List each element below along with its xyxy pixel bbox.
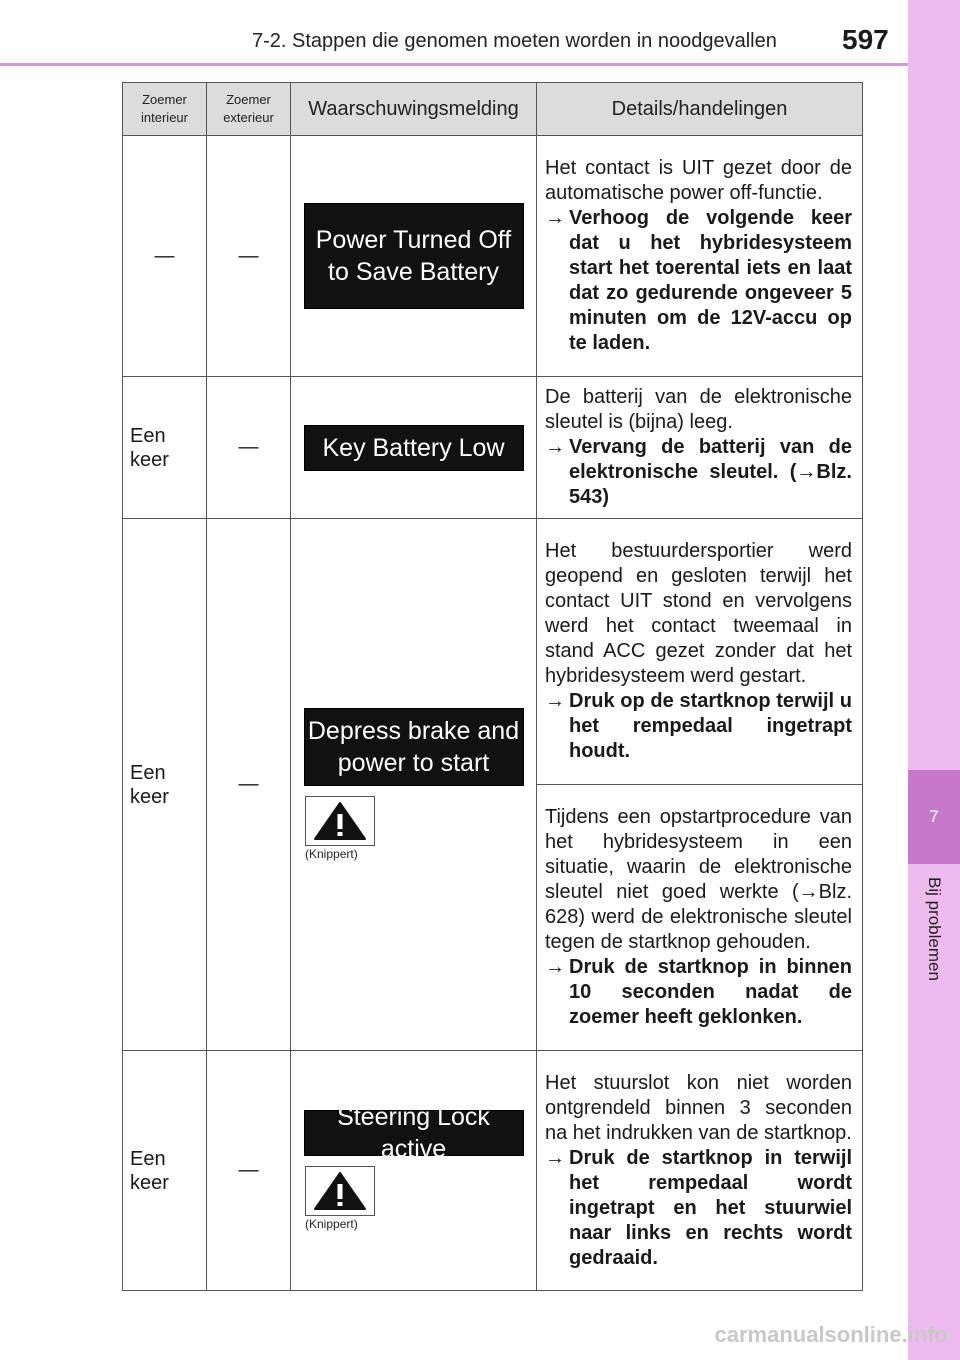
arrow-icon: → bbox=[545, 956, 565, 978]
page-number: 597 bbox=[842, 24, 889, 55]
display-message: Depress brake and power to start bbox=[304, 708, 524, 786]
blinking-caption: (Knippert) bbox=[305, 1217, 358, 1231]
exterior-buzzer-cell: — bbox=[207, 136, 291, 377]
chapter-number: 7 bbox=[908, 770, 960, 864]
header-interior-buzzer: Zoemer interieur bbox=[123, 83, 207, 136]
arrow-icon: → bbox=[545, 690, 565, 712]
details-text: Tijdens een opstartprocedure van het hybridesysteem in een situatie, waarin de elektronische sleutel niet goed werkte (→Blz. 628) werd de elektronische sleutel tegen de startknop gehouden. bbox=[545, 806, 852, 953]
table-row bbox=[123, 136, 863, 377]
arrow-icon: → bbox=[545, 1146, 565, 1169]
interior-buzzer-cell: Een keer bbox=[123, 1051, 207, 1291]
interior-buzzer-cell: — bbox=[123, 136, 207, 377]
action-text: → Vervang de batterij van de elektronische sleutel. (→Blz. 543) bbox=[545, 436, 852, 508]
details-text: Het contact is UIT gezet door de automatische power off-functie. bbox=[545, 157, 852, 204]
header-warning-message: Waarschuwingsmelding bbox=[291, 83, 537, 136]
display-message: Key Battery Low bbox=[304, 425, 524, 471]
table-header-row bbox=[123, 83, 863, 136]
header-exterior-buzzer: Zoemer exterieur bbox=[207, 83, 291, 136]
interior-buzzer-cell: Een keer bbox=[123, 377, 207, 519]
table-row bbox=[123, 1051, 863, 1291]
action-text: → Verhoog de volgende keer dat u het hybridesysteem start het toerental iets en laat dat zo gedurende ongeveer 5 minuten om de 12V-accu op te laden. bbox=[545, 207, 852, 354]
display-cell bbox=[291, 1051, 537, 1291]
details-cell bbox=[537, 1051, 863, 1291]
table-row bbox=[123, 519, 863, 785]
details-cell bbox=[537, 519, 863, 785]
display-message: Steering Lock active bbox=[304, 1110, 524, 1156]
header-divider bbox=[0, 63, 910, 66]
exterior-buzzer-cell: — bbox=[207, 1051, 291, 1291]
details-cell bbox=[537, 377, 863, 519]
display-cell bbox=[291, 136, 537, 377]
running-header: 7-2. Stappen die genomen moeten worden in noodgevallen bbox=[252, 30, 777, 52]
display-message: Power Turned Off to Save Battery bbox=[304, 203, 524, 309]
display-cell bbox=[291, 377, 537, 519]
details-text: Het stuurslot kon niet worden ontgrendeld binnen 3 seconden na het indrukken van de startknop. bbox=[545, 1071, 852, 1144]
details-cell bbox=[537, 785, 863, 1051]
action-text: → Druk de startknop in binnen 10 seconden nadat de zoemer heeft geklonken. bbox=[545, 956, 852, 1028]
display-cell bbox=[291, 519, 537, 1051]
details-text: Het bestuurdersportier werd geopend en gesloten terwijl het contact UIT stond en vervolgens werd het contact tweemaal in stand ACC gezet zonder dat het hybridesysteem werd gestart. bbox=[545, 540, 852, 687]
arrow-icon: → bbox=[545, 436, 565, 458]
action-text: → Druk de startknop in terwijl het rempedaal wordt ingetrapt en het stuurwiel naar links en rechts wordt gedraaid. bbox=[545, 1146, 852, 1269]
chapter-label: Bij problemen bbox=[925, 877, 944, 981]
details-cell bbox=[537, 136, 863, 377]
exterior-buzzer-cell: — bbox=[207, 377, 291, 519]
warning-triangle-icon bbox=[305, 796, 375, 846]
header-details: Details/handelingen bbox=[537, 83, 863, 136]
arrow-icon: → bbox=[545, 207, 565, 229]
action-text: → Druk op de startknop terwijl u het rempedaal ingetrapt houdt. bbox=[545, 690, 852, 762]
details-text: De batterij van de elektronische sleutel is (bijna) leeg. bbox=[545, 386, 852, 433]
table-row bbox=[123, 377, 863, 519]
interior-buzzer-cell: Een keer bbox=[123, 519, 207, 1051]
warning-triangle-icon bbox=[305, 1166, 375, 1216]
blinking-caption: (Knippert) bbox=[305, 847, 358, 861]
watermark: carmanualsonline.info bbox=[714, 1322, 948, 1347]
warning-table bbox=[122, 82, 863, 1291]
chapter-side-tab bbox=[908, 0, 960, 1360]
exterior-buzzer-cell: — bbox=[207, 519, 291, 1051]
